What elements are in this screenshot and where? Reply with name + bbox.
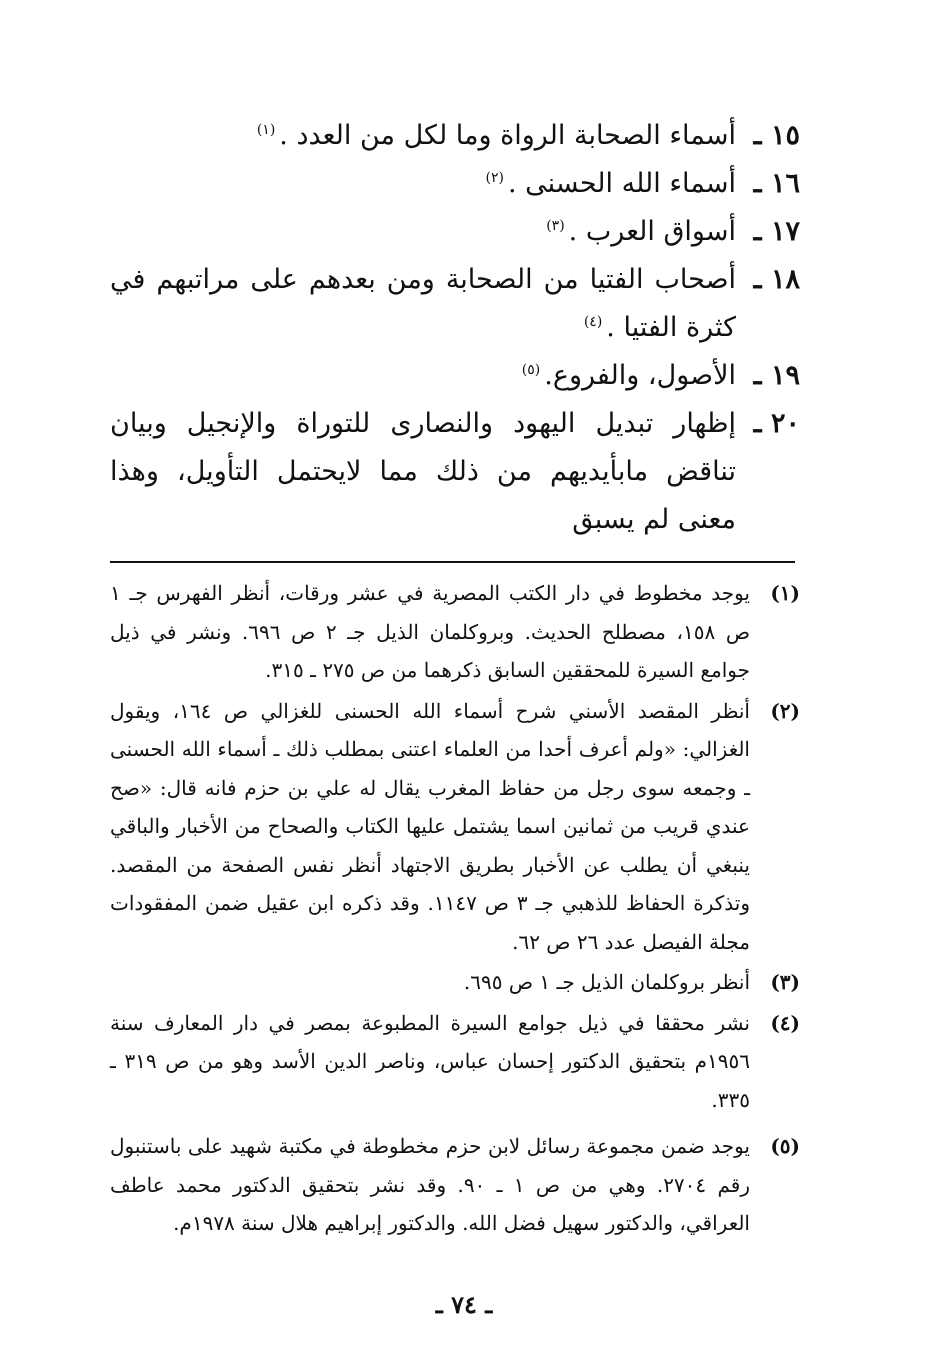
item-number: ١٧ ـ xyxy=(753,216,800,247)
footnote-number: (٣) xyxy=(770,970,800,994)
footnote-text: نشر محققا في ذيل جوامع السيرة المطبوعة بمصر في دار المعارف سنة ١٩٥٦م بتحقيق الدكتور إحسان عباس، وناصر الدين الأسد وهو من ص ٣١٩ ـ ٣٣٥. xyxy=(110,1010,750,1112)
footnote-text: يوجد مخطوط في دار الكتب المصرية في عشر ورقات، أنظر الفهرس جـ ١ ص ١٥٨، مصطلح الحديث. وبروكلمان الذيل جـ ٢ ص ٦٩٦. ونشر في ذيل جوامع السيرة للمحققين السابق ذكرهما من ص ٢٧٥ ـ ٣١٥. xyxy=(110,581,750,682)
footnote-reference: (٤) xyxy=(583,314,603,330)
page-number: ـ ٧٤ ـ xyxy=(435,1290,493,1319)
item-text: أصحاب الفتيا من الصحابة ومن بعدهم على مراتبهم في كثرة الفتيا .$^{(٤)}$ xyxy=(110,264,736,343)
item-number: ١٥ ـ xyxy=(753,120,800,151)
footnote-reference: (٢) xyxy=(485,170,504,186)
item-text: إظهار تبديل اليهود والنصارى للتوراة والإنجيل وبيان تناقض مابأيديهم من ذلك مما لايحتمل التأويل، وهذا معنى لم يسبق xyxy=(110,408,736,535)
item-text: أسواق العرب .$^{(٣)}$ xyxy=(546,216,736,247)
list-item xyxy=(110,208,800,256)
footnote-number: (١) xyxy=(770,581,800,605)
footnotes-list xyxy=(110,574,800,1245)
footnote-reference: (٣) xyxy=(546,218,565,234)
footnote-number: (٤) xyxy=(770,1010,800,1035)
footnote-text: يوجد ضمن مجموعة رسائل لابن حزم مخطوطة في مكتبة شهيد على باستنبول رقم ٢٧٠٤. وهي من ص ١ ـ ٩٠. وقد نشر بتحقيق الدكتور محمد عاطف العراقي، والدكتور سهيل فضل الله. والدكتور إبراهيم هلال سنة ١٩٧٨م. xyxy=(110,1134,751,1235)
main-text-list xyxy=(110,112,800,544)
footnote xyxy=(110,692,800,962)
item-number: ١٦ ـ xyxy=(753,168,800,199)
footnote-number: (٥) xyxy=(770,1134,800,1158)
list-item xyxy=(110,352,800,400)
footnote-reference: (٥) xyxy=(521,362,541,378)
list-item xyxy=(110,256,800,352)
footnote-text: أنظر المقصد الأسني شرح أسماء الله الحسنى للغزالي ص ١٦٤، ويقول الغزالي: «ولم أعرف أحدا من العلماء اعتنى بمطلب ذلك ـ أسماء الله الحسنى ـ وجمعه سوى رجل من حفاظ المغرب يقال له علي بن حزم فانه قال: «صح عندي قريب من ثمانين اسما يشتمل عليها الكتاب والصحاح من الأخبار والباقي ينبغي أن يطلب عن الأخبار بطريق الاجتهاد أنظر نفس الصفحة من المقصد. وتذكرة الحفاظ للذهبي جـ ٣ ص ١١٤٧. وقد ذكره ابن عقيل ضمن المفقودات مجلة الفيصل عدد ٢٦ ص ٦٢. xyxy=(110,698,750,954)
footnote-text: أنظر بروكلمان الذيل جـ ١ ص ٦٩٥. xyxy=(463,970,750,994)
item-text: الأصول، والفروع.$^{(٥)}$ xyxy=(521,360,736,391)
item-text: أسماء الصحابة الرواة وما لكل من العدد .$^{(١)}$ xyxy=(256,120,736,151)
item-text: أسماء الله الحسنى .$^{(٢)}$ xyxy=(485,168,736,199)
item-number: ١٩ ـ xyxy=(753,360,800,391)
footnote xyxy=(110,1127,800,1243)
footnote xyxy=(110,574,800,690)
list-item xyxy=(110,400,800,544)
footnote-number: (٢) xyxy=(770,698,800,723)
footnote-reference: (١) xyxy=(256,122,276,138)
item-number: ٢٠ ـ xyxy=(753,408,800,439)
item-number: ١٨ ـ xyxy=(753,264,800,295)
footnote xyxy=(110,963,800,1002)
list-item xyxy=(110,160,800,208)
list-item xyxy=(110,112,800,160)
footnote-separator xyxy=(110,561,795,563)
footnote xyxy=(110,1004,800,1120)
